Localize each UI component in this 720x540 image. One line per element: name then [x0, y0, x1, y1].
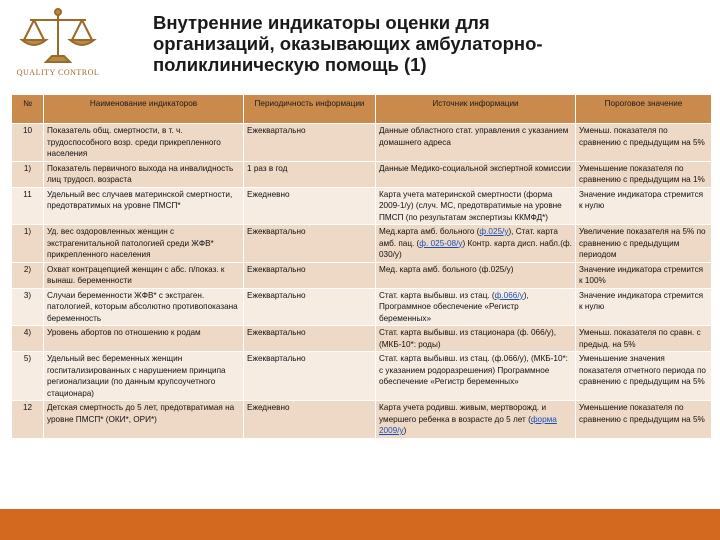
indicator-name: Охват контрацепцией женщин с абс. п/показ. к вынаш. беременности — [44, 262, 244, 288]
indicator-period: Ежеквартально — [244, 225, 376, 263]
row-number: 10 — [12, 124, 44, 162]
indicator-source — [376, 288, 576, 326]
indicator-name: Детская смертность до 5 лет, предотвратимая на уровне ПМСП* (ОКИ*, ОРИ*) — [44, 401, 244, 439]
source-text: ), Программное обеспечение «Регистр беременных» — [379, 290, 529, 323]
table-row — [12, 401, 712, 439]
indicator-period: 1 раз в год — [244, 161, 376, 187]
column-header: Источник информации — [376, 95, 576, 124]
indicator-period: Ежедневно — [244, 187, 376, 225]
table-row — [12, 161, 712, 187]
indicator-period: Ежедневно — [244, 401, 376, 439]
logo-text: QUALITY CONTROL — [16, 68, 100, 77]
source-text: ) Контр. карта дисп. набл.(ф. 030/у) — [379, 238, 572, 259]
indicator-source — [376, 225, 576, 263]
indicator-name: Уровень абортов по отношению к родам — [44, 326, 244, 352]
page-title — [153, 12, 673, 75]
indicator-source: Стат. карта выбывш. из стационара (ф. 066/у), (МКБ-10*: роды) — [376, 326, 576, 352]
column-header: Пороговое значение — [576, 95, 712, 124]
indicator-threshold: Значение индикатора стремится к 100% — [576, 262, 712, 288]
row-number: 5) — [12, 352, 44, 401]
indicator-source: Данные Медико-социальной экспертной комиссии — [376, 161, 576, 187]
table-row — [12, 225, 712, 263]
indicator-period: Ежеквартально — [244, 124, 376, 162]
source-text: Стат. карта выбывш. из стац. ( — [379, 290, 495, 300]
indicator-period: Ежеквартально — [244, 288, 376, 326]
form-link[interactable]: ф.066/у — [494, 290, 524, 300]
indicator-source: Стат. карта выбывш. из стац. (ф.066/у), (МКБ-10*: с указанием родоразрешения) Программное обеспечение «Регистр беременных» — [376, 352, 576, 401]
indicator-period: Ежеквартально — [244, 262, 376, 288]
form-link[interactable]: ф. 025-08/у — [419, 238, 463, 248]
row-number: 3) — [12, 288, 44, 326]
indicator-name: Показатель общ. смертности, в т. ч. трудоспособного возр. среди прикрепленного населения — [44, 124, 244, 162]
table-header-row — [12, 95, 712, 124]
indicator-name: Удельный вес беременных женщин госпитализированных с нарушением принципа регионализации (по данным крупсоучетного стационара) — [44, 352, 244, 401]
indicator-threshold: Уменьшение показателя по сравнению с предыдущим на 5% — [576, 401, 712, 439]
indicator-name: Случаи беременности ЖФВ* с экстраген. патологией, которым абсолютно противопоказана беременность — [44, 288, 244, 326]
row-number: 11 — [12, 187, 44, 225]
column-header: Периодичность информации — [244, 95, 376, 124]
source-text: ), Стат. карта амб. пац. ( — [379, 227, 558, 248]
source-text: Мед.карта амб. больного ( — [379, 227, 480, 236]
indicator-name: Уд. вес оздоровленных женщин с экстрагенитальной патологией среди ЖФВ* прикрепленного населения — [44, 225, 244, 263]
row-number: 4) — [12, 326, 44, 352]
form-link[interactable]: ф.025/у — [479, 227, 509, 236]
source-text: Карта учета родивш. живым, мертворожд. и умершего ребенка в возрасте до 5 лет ( — [379, 403, 547, 424]
table-row — [12, 288, 712, 326]
indicator-threshold: Значение индикатора стремится к нулю — [576, 187, 712, 225]
scales-of-justice-icon — [8, 6, 108, 68]
table-row — [12, 124, 712, 162]
indicator-threshold: Уменьшение показателя по сравнению с предыдущим на 1% — [576, 161, 712, 187]
quality-control-logo — [8, 6, 108, 86]
indicator-threshold: Уменьшение значения показателя отчетного периода по сравнению с предыдущим на 5% — [576, 352, 712, 401]
indicators-table — [11, 94, 712, 439]
indicator-threshold: Уменьш. показателя по сравнению с предыдущим на 5% — [576, 124, 712, 162]
row-number: 12 — [12, 401, 44, 439]
table-row — [12, 262, 712, 288]
indicator-source: Карта учета материнской смертности (форма 2009-1/у) (случ. МС, предотвратимые на уровне ПМСП (по результатам экспертизы ККМФД*) — [376, 187, 576, 225]
indicator-threshold: Увеличение показателя на 5% по сравнению с предыдущим периодом — [576, 225, 712, 263]
indicator-threshold: Значение индикатора стремится к нулю — [576, 288, 712, 326]
column-header: Наименование индикаторов — [44, 95, 244, 124]
table-row — [12, 352, 712, 401]
title-line: организаций, оказывающих амбулаторно- — [153, 33, 543, 54]
indicator-source: Мед. карта амб. больного (ф.025/у) — [376, 262, 576, 288]
title-line: Внутренние индикаторы оценки для — [153, 12, 490, 33]
table-row — [12, 326, 712, 352]
source-text: ) — [403, 426, 407, 435]
column-header: № — [12, 95, 44, 124]
indicator-period: Ежеквартально — [244, 326, 376, 352]
footer-bar — [0, 509, 720, 540]
indicator-name: Показатель первичного выхода на инвалидность лиц трудосп. возраста — [44, 161, 244, 187]
indicator-name: Удельный вес случаев материнской смертности, предотвратимых на уровне ПМСП* — [44, 187, 244, 225]
indicator-source — [376, 401, 576, 439]
indicator-period: Ежеквартально — [244, 352, 376, 401]
indicator-source: Данные областного стат. управления с указанием домашнего адреса — [376, 124, 576, 162]
indicator-threshold: Уменьш. показателя по сравн. с предыд. на 5% — [576, 326, 712, 352]
title-line: поликлиническую помощь (1) — [153, 54, 427, 75]
form-link[interactable]: форма 2009/у — [379, 414, 557, 435]
row-number: 2) — [12, 262, 44, 288]
row-number: 1) — [12, 225, 44, 263]
row-number: 1) — [12, 161, 44, 187]
table-row — [12, 187, 712, 225]
